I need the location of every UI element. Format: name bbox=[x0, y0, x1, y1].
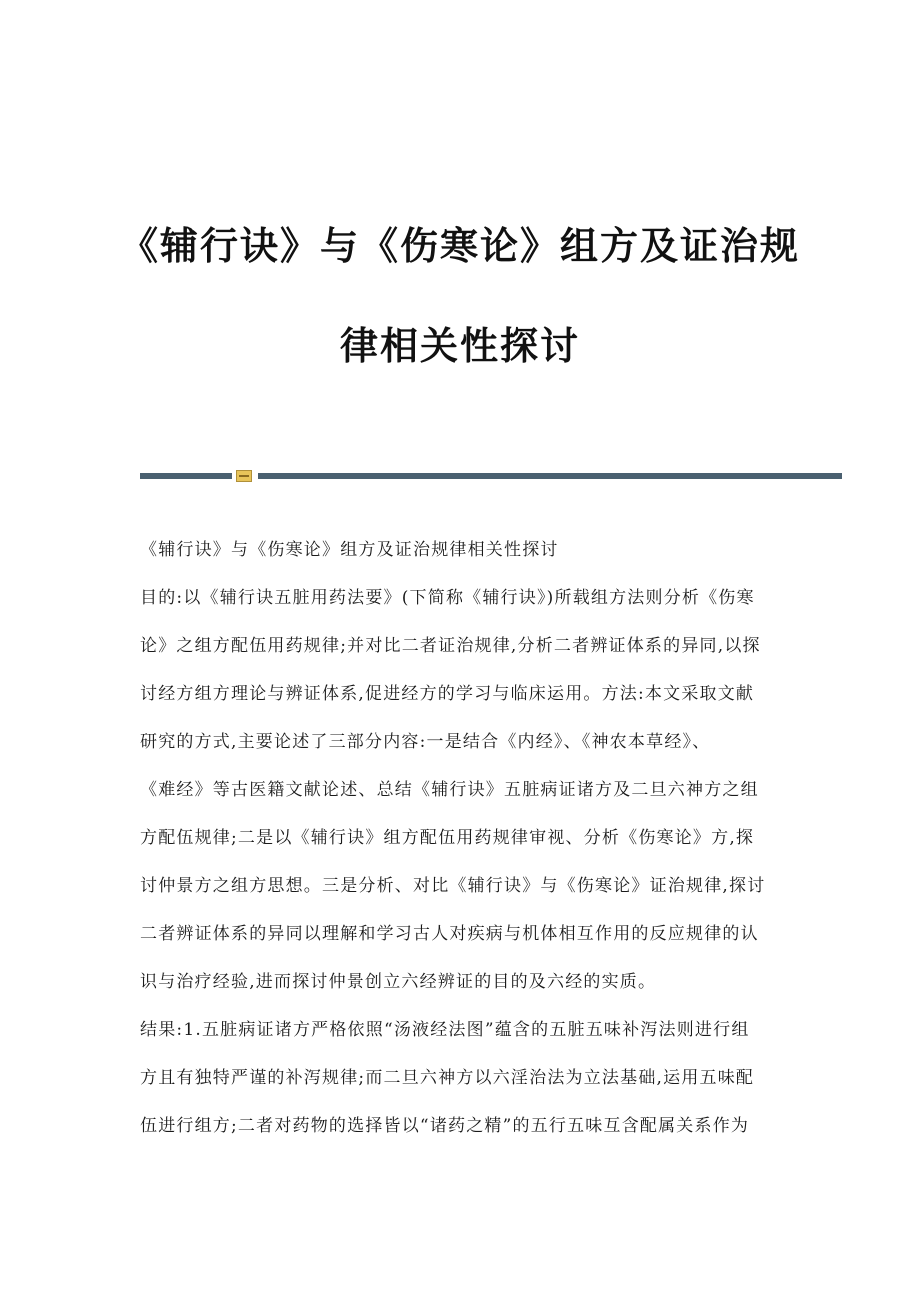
divider-ornament-icon bbox=[236, 470, 252, 482]
text-line: 识与治疗经验,进而探讨仲景创立六经辨证的目的及六经的实质。 bbox=[140, 972, 657, 992]
document-title-line-2: 律相关性探讨 bbox=[339, 324, 580, 368]
text-line: 目的:以《辅行诀五脏用药法要》(下简称《辅行诀》)所载组方法则分析《伤寒 bbox=[140, 588, 755, 608]
text-line: 论》之组方配伍用药规律;并对比二者证治规律,分析二者辨证体系的异同,以探 bbox=[140, 636, 761, 656]
document-body bbox=[140, 538, 790, 1138]
text-line: 方且有独特严谨的补泻规律;而二旦六神方以六淫治法为立法基础,运用五味配 bbox=[140, 1068, 755, 1088]
paragraph-objective bbox=[140, 586, 790, 994]
divider-bar-left bbox=[140, 473, 232, 479]
text-line: 讨仲景方之组方思想。三是分析、对比《辅行诀》与《伤寒论》证治规律,探讨 bbox=[140, 876, 766, 896]
text-line: 伍进行组方;二者对药物的选择皆以“诸药之精”的五行五味互含配属关系作为 bbox=[140, 1116, 750, 1136]
text-line: 二者辨证体系的异同以理解和学习古人对疾病与机体相互作用的反应规律的认 bbox=[140, 924, 759, 944]
text-line: 方配伍规律;二是以《辅行诀》组方配伍用药规律审视、分析《伤寒论》方,探 bbox=[140, 828, 755, 848]
document-title-line-1: 《辅行诀》与《伤寒论》组方及证治规 bbox=[119, 224, 800, 268]
text-line: 讨经方组方理论与辨证体系,促进经方的学习与临床运用。方法:本文采取文献 bbox=[140, 684, 755, 704]
text-line: 结果:1.五脏病证诸方严格依照“汤液经法图”蕴含的五脏五味补泻法则进行组 bbox=[140, 1020, 750, 1040]
paragraph-results bbox=[140, 1018, 790, 1138]
title-divider bbox=[140, 470, 842, 480]
divider-bar-right bbox=[258, 473, 842, 479]
text-line: 研究的方式,主要论述了三部分内容:一是结合《内经》、《神农本草经》、 bbox=[140, 732, 711, 752]
text-line: 《难经》等古医籍文献论述、总结《辅行诀》五脏病证诸方及二旦六神方之组 bbox=[140, 780, 759, 800]
body-subtitle: 《辅行诀》与《伤寒论》组方及证治规律相关性探讨 bbox=[140, 540, 559, 560]
